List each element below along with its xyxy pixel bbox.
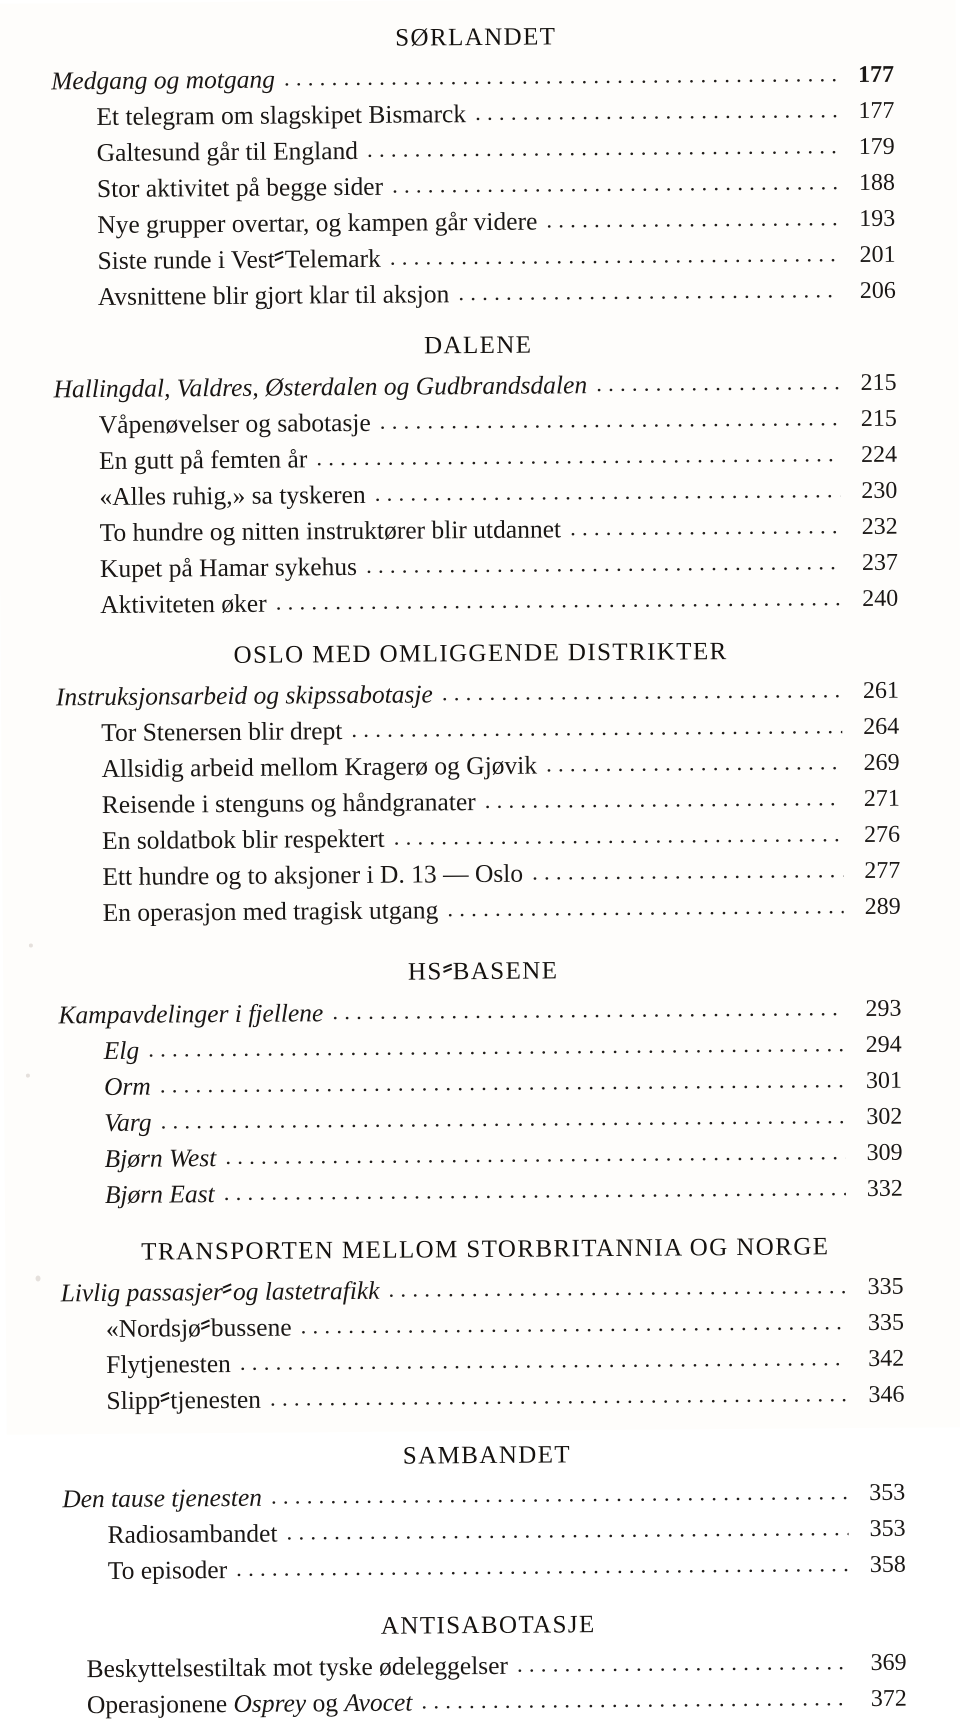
toc-entry-label: Et telegram om slagskipet Bismarck bbox=[96, 99, 467, 131]
toc-page-number: 179 bbox=[858, 133, 895, 161]
toc-entry[interactable] bbox=[5, 1170, 960, 1214]
toc-entry-label: Avsnittene blir gjort klar til aksjon bbox=[97, 279, 450, 311]
dot-leader bbox=[301, 1314, 848, 1345]
toc-entry[interactable] bbox=[2, 816, 960, 860]
toc-entry[interactable] bbox=[8, 1546, 960, 1590]
toc-entry-label bbox=[87, 1684, 422, 1723]
dot-leader bbox=[375, 482, 841, 513]
toc-entry[interactable] bbox=[0, 400, 959, 444]
section-heading-part: HS bbox=[407, 958, 443, 986]
toc-page-number: 358 bbox=[869, 1551, 906, 1578]
toc-entry-label bbox=[97, 241, 390, 279]
toc-entry-label: En gutt på femten år bbox=[98, 444, 308, 475]
toc-entry[interactable] bbox=[0, 580, 960, 624]
dot-leader bbox=[316, 446, 840, 477]
section-heading-oslo: OSLO MED OMLIGGENDE DISTRIKTER bbox=[233, 638, 728, 669]
toc-page-number: 302 bbox=[866, 1103, 903, 1130]
toc-page-number: 277 bbox=[864, 857, 901, 884]
toc-entry[interactable] bbox=[1, 672, 960, 716]
toc-page-number: 215 bbox=[860, 369, 897, 397]
toc-entry-label: Bjørn East bbox=[104, 1179, 215, 1209]
toc-entry[interactable] bbox=[7, 1510, 960, 1554]
toc-page-number: 224 bbox=[860, 441, 898, 469]
toc-entry-label: To episoder bbox=[107, 1555, 228, 1585]
dot-leader bbox=[517, 1654, 850, 1684]
toc-page-number: 215 bbox=[860, 405, 897, 433]
toc-page-number: 293 bbox=[865, 995, 902, 1022]
toc-entry-label: En soldatbok blir respektert bbox=[101, 823, 385, 855]
toc-entry-label: Galtesund går til England bbox=[96, 135, 359, 167]
dot-leader bbox=[532, 862, 843, 891]
dot-leader bbox=[421, 1690, 850, 1720]
dot-leader bbox=[276, 590, 842, 621]
section-heading-sambandet: SAMBANDET bbox=[402, 1441, 572, 1470]
toc-entry-label: Allsidig arbeid mellom Kragerø og Gjøvik bbox=[101, 750, 538, 783]
dot-leader bbox=[546, 210, 838, 239]
toc-page-number: 177 bbox=[858, 61, 895, 89]
toc-page-number: 193 bbox=[859, 205, 896, 233]
toc-page-number: 177 bbox=[858, 97, 895, 125]
section-heading-part: BASENE bbox=[452, 957, 559, 986]
toc-entry[interactable] bbox=[4, 1098, 960, 1142]
toc-entry[interactable] bbox=[0, 364, 959, 408]
toc-entry[interactable] bbox=[6, 1340, 960, 1384]
toc-entry[interactable] bbox=[0, 92, 957, 136]
toc-page-number: 237 bbox=[861, 549, 899, 576]
toc-entry[interactable] bbox=[1, 744, 960, 788]
operation-name-osprey: Osprey bbox=[233, 1688, 307, 1718]
toc-page-number: 240 bbox=[862, 585, 899, 612]
toc-page-number: 332 bbox=[866, 1175, 903, 1202]
toc-entry-label-part: Livlig passasjer bbox=[60, 1277, 223, 1308]
toc-entry-label-part: Telemark bbox=[284, 243, 381, 274]
toc-entry[interactable] bbox=[0, 544, 960, 588]
dot-leader bbox=[390, 246, 839, 277]
toc-entry[interactable] bbox=[7, 1474, 960, 1518]
table-of-contents bbox=[0, 20, 960, 1723]
double-oblique-hyphen-icon bbox=[275, 242, 285, 268]
toc-entry-label: Kampavdelinger i fjellene bbox=[58, 998, 324, 1030]
toc-entry-label-part: Siste runde i Vest bbox=[97, 244, 275, 275]
dot-leader bbox=[160, 1108, 845, 1140]
toc-entry[interactable] bbox=[8, 1644, 960, 1688]
dot-leader bbox=[394, 826, 844, 857]
toc-page-number: 294 bbox=[865, 1031, 902, 1058]
toc-entry-label: Bjørn West bbox=[104, 1143, 217, 1173]
dot-leader bbox=[458, 282, 839, 312]
toc-entry-label-part: Slipp bbox=[106, 1385, 161, 1415]
toc-entry-label: Flytjenesten bbox=[106, 1348, 231, 1379]
toc-entry[interactable] bbox=[0, 200, 957, 244]
dot-leader bbox=[442, 682, 842, 712]
toc-entry[interactable] bbox=[4, 1062, 960, 1106]
dot-leader bbox=[236, 1556, 849, 1588]
toc-entry-label: En operasjon med tragisk utgang bbox=[102, 895, 439, 927]
toc-entry-label-part: og lastetrafikk bbox=[232, 1275, 380, 1306]
toc-entry[interactable] bbox=[6, 1376, 960, 1420]
toc-page-number: 261 bbox=[862, 677, 900, 704]
toc-page-number: 188 bbox=[858, 169, 896, 197]
toc-page-number: 201 bbox=[859, 241, 896, 269]
toc-entry[interactable] bbox=[0, 472, 960, 516]
toc-entry-label: Tor Stenersen blir drept bbox=[101, 716, 343, 747]
toc-entry-label: Medgang og motgang bbox=[51, 64, 276, 96]
toc-page-number: 335 bbox=[867, 1309, 905, 1336]
dot-leader bbox=[485, 790, 843, 820]
dot-leader bbox=[284, 66, 837, 97]
toc-entry[interactable] bbox=[3, 888, 960, 932]
toc-page-number: 301 bbox=[865, 1067, 903, 1094]
toc-entry-label bbox=[106, 1309, 301, 1347]
section-heading-transporten: TRANSPORTEN MELLOM STORBRITANNIA OG NORGE bbox=[141, 1233, 830, 1266]
toc-entry-label-part: og bbox=[306, 1688, 345, 1718]
toc-entry[interactable] bbox=[0, 436, 959, 480]
toc-entry-label: «Alles ruhig,» sa tyskeren bbox=[99, 479, 366, 511]
toc-entry[interactable] bbox=[6, 1268, 960, 1312]
section-heading-sorlandet: SØRLANDET bbox=[395, 23, 557, 52]
toc-entry-label: Orm bbox=[103, 1071, 151, 1101]
toc-entry[interactable] bbox=[0, 128, 957, 172]
dot-leader bbox=[380, 410, 840, 441]
toc-entry[interactable] bbox=[9, 1680, 960, 1724]
dot-leader bbox=[160, 1072, 845, 1104]
dot-leader bbox=[596, 374, 840, 403]
operation-name-avocet: Avocet bbox=[344, 1687, 413, 1718]
toc-entry-label-part: tjenesten bbox=[170, 1384, 262, 1415]
toc-entry-label: Våpenøvelser og sabotasje bbox=[98, 407, 371, 439]
dot-leader bbox=[388, 1278, 846, 1309]
toc-entry[interactable] bbox=[0, 508, 960, 552]
toc-entry-label: Aktiviteten øker bbox=[100, 588, 267, 619]
toc-entry-label: Ett hundre og to aksjoner i D. 13 — Oslo bbox=[102, 858, 524, 891]
toc-page-number: 269 bbox=[863, 749, 900, 776]
toc-entry-label: To hundre og nitten instruktører blir utdannet bbox=[99, 514, 562, 547]
dot-leader bbox=[351, 718, 842, 749]
dot-leader bbox=[447, 898, 844, 928]
toc-page-number: 230 bbox=[861, 477, 898, 505]
toc-entry-label: Kupet på Hamar sykehus bbox=[99, 551, 358, 583]
toc-page-number: 276 bbox=[863, 821, 901, 848]
toc-entry-label bbox=[106, 1382, 270, 1419]
dot-leader bbox=[148, 1036, 845, 1068]
double-oblique-hyphen-icon bbox=[201, 1311, 211, 1337]
toc-entry[interactable] bbox=[0, 56, 956, 100]
toc-entry-label: Radiosambandet bbox=[107, 1518, 278, 1549]
toc-page-number: 353 bbox=[869, 1515, 906, 1542]
toc-entry-label: Reisende i stenguns og håndgranater bbox=[101, 787, 476, 819]
dot-leader bbox=[224, 1180, 846, 1212]
toc-entry[interactable] bbox=[6, 1304, 960, 1348]
toc-entry-label: Varg bbox=[104, 1107, 152, 1137]
toc-entry-label: Hallingdal, Valdres, Østerdalen og Gudbrandsdalen bbox=[53, 370, 588, 404]
toc-entry[interactable] bbox=[3, 990, 960, 1034]
toc-entry-label-part: «Nordsjø bbox=[105, 1313, 201, 1343]
toc-page-number: 346 bbox=[868, 1381, 905, 1408]
toc-entry-label: Beskyttelsestiltak mot tyske ødeleggelser bbox=[86, 1650, 509, 1684]
section-heading-antisabotasje: ANTISABOTASJE bbox=[380, 1611, 596, 1640]
double-oblique-hyphen-icon bbox=[223, 1274, 233, 1300]
toc-page-number: 372 bbox=[870, 1685, 907, 1712]
toc-page-number: 232 bbox=[861, 513, 898, 541]
dot-leader bbox=[392, 174, 838, 205]
toc-entry-label: Stor aktivitet på begge sider bbox=[96, 171, 384, 203]
toc-entry-label: Elg bbox=[103, 1035, 140, 1065]
toc-entry[interactable] bbox=[0, 272, 958, 316]
toc-entry-label: Instruksjonsarbeid og skipssabotasje bbox=[55, 679, 433, 712]
double-oblique-hyphen-icon bbox=[443, 954, 453, 979]
toc-entry[interactable] bbox=[4, 1026, 960, 1070]
dot-leader bbox=[271, 1484, 848, 1516]
dot-leader bbox=[240, 1350, 848, 1382]
dot-leader bbox=[546, 754, 843, 783]
toc-entry[interactable] bbox=[0, 236, 958, 280]
double-oblique-hyphen-icon bbox=[160, 1383, 170, 1409]
section-heading-dalene: DALENE bbox=[423, 331, 533, 360]
toc-entry[interactable] bbox=[4, 1134, 960, 1178]
toc-page-number: 342 bbox=[868, 1345, 905, 1372]
toc-page-number: 206 bbox=[859, 277, 896, 305]
dot-leader bbox=[475, 102, 838, 132]
toc-entry[interactable] bbox=[0, 164, 957, 208]
toc-page-number: 335 bbox=[867, 1273, 904, 1300]
dot-leader bbox=[270, 1386, 848, 1418]
dot-leader bbox=[225, 1144, 846, 1176]
toc-entry-label: Den tause tjenesten bbox=[62, 1482, 263, 1514]
dot-leader bbox=[570, 518, 841, 547]
toc-entry-label-part: bussene bbox=[210, 1312, 292, 1343]
dot-leader bbox=[366, 554, 841, 585]
toc-entry[interactable] bbox=[2, 780, 960, 824]
toc-entry[interactable] bbox=[2, 852, 960, 896]
dot-leader bbox=[332, 1000, 844, 1031]
toc-entry-label bbox=[61, 1273, 389, 1312]
toc-page-number: 289 bbox=[864, 893, 901, 920]
dot-leader bbox=[367, 138, 838, 169]
toc-page-number: 309 bbox=[866, 1139, 903, 1166]
toc-page-number: 369 bbox=[870, 1649, 907, 1676]
toc-page-number: 271 bbox=[863, 785, 900, 812]
toc-entry-label: Nye grupper overtar, og kampen går videre bbox=[97, 206, 538, 239]
toc-page-number: 264 bbox=[863, 713, 900, 740]
toc-entry-label-part: Operasjonene bbox=[86, 1688, 234, 1720]
toc-page-number: 353 bbox=[869, 1479, 906, 1506]
toc-entry[interactable] bbox=[1, 708, 960, 752]
dot-leader bbox=[286, 1520, 848, 1551]
